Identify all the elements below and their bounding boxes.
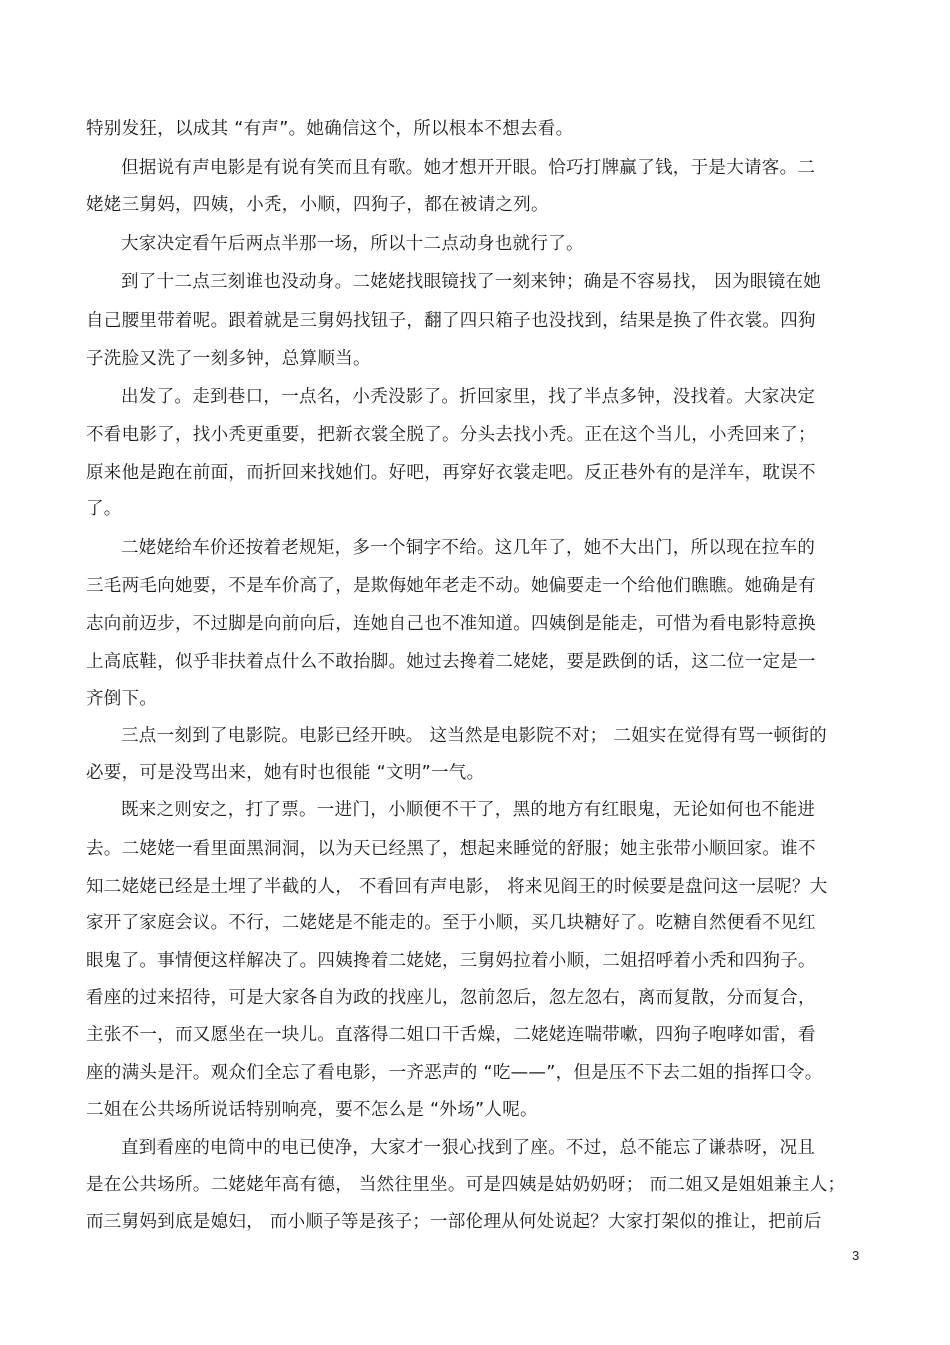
text-line: 原来他是跑在前面，而折回来找她们。好吧，再穿好衣裳走吧。反正巷外有的是洋车，耽误不: [86, 463, 816, 483]
text-line: 自己腰里带着呢。跟着就是三舅妈找钮子，翻了四只箱子也没找到，结果是换了件衣裳。四狗: [86, 311, 816, 331]
text-line: 三毛两毛向她要，不是车价高了，是欺侮她年老走不动。她偏要走一个给他们瞧瞧。她确是有: [86, 576, 816, 596]
text-line: 齐倒下。: [86, 689, 158, 709]
text-line: 大家决定看午后两点半那一场，所以十二点动身也就行了。: [121, 234, 584, 254]
text-line: 去。二姥姥一看里面黑洞洞，以为天已经黑了，想起来睡觉的舒服；她主张带小顺回家。谁不: [86, 839, 816, 859]
text-line: 特别发狂，以成其 “有声”。她确信这个，所以根本不想去看。: [86, 119, 574, 139]
text-line: 出发了。走到巷口，一点名，小秃没影了。折回家里，找了半点多钟，没找着。大家决定: [121, 387, 816, 407]
text-line: 座的满头是汗。观众们全忘了看电影，一齐恶声的 “吃——”，但是压不下去二姐的指挥口令。: [86, 1063, 823, 1083]
text-line: 二姐在公共场所说话特别响亮，要不怎么是 “外场”人呢。: [86, 1100, 538, 1120]
text-line: 知二姥姥已经是土埋了半截的人， 不看回有声电影， 将来见阎王的时候要是盘问这一层呢？大: [86, 877, 828, 897]
text-line: 而三舅妈到底是媳妇， 而小顺子等是孩子；一部伦理从何处说起？大家打架似的推让，把前后: [86, 1212, 822, 1232]
text-line: 既来之则安之，打了票。一进门，小顺便不干了，黑的地方有红眼鬼，无论如何也不能进: [121, 800, 816, 820]
page-number: 3: [852, 1248, 860, 1263]
text-line: 但据说有声电影是有说有笑而且有歌。她才想开开眼。恰巧打牌赢了钱，于是大请客。二: [121, 158, 816, 178]
text-line: 姥姥三舅妈，四姨，小秃，小顺，四狗子，都在被请之列。: [86, 195, 549, 215]
text-line: 看座的过来招待，可是大家各自为政的找座儿，忽前忽后，忽左忽右，离而复散，分而复合，: [86, 988, 816, 1008]
text-line: 志向前迈步，不过脚是向前向后，连她自己也不准知道。四姨倒是能走，可惜为看电影特意换: [86, 614, 816, 634]
text-line: 主张不一，而又愿坐在一块儿。直落得二姐口干舌燥，二姥姥连喘带嗽，四狗子咆哮如雷，看: [86, 1025, 816, 1045]
text-line: 了。: [86, 499, 122, 519]
text-line: 必要，可是没骂出来，她有时也很能 “文明”一气。: [86, 763, 485, 783]
text-line: 三点一刻到了电影院。电影已经开映。 这当然是电影院不对； 二姐实在觉得有骂一顿街的: [121, 726, 827, 746]
text-line: 上高底鞋，似乎非扶着点什么不敢抬脚。她过去搀着二姥姥，要是跌倒的话，这二位一定是一: [86, 652, 816, 672]
text-line: 子洗脸又洗了一刻多钟，总算顺当。: [86, 349, 371, 369]
text-line: 二姥姥给车价还按着老规矩，多一个铜字不给。这几年了，她不大出门，所以现在拉车的: [121, 538, 816, 558]
text-line: 直到看座的电筒中的电已使净，大家才一狠心找到了座。不过，总不能忘了谦恭呀，况且: [121, 1138, 816, 1158]
text-line: 不看电影了，找小秃更重要，把新衣裳全脱了。分头去找小秃。正在这个当儿，小秃回来了；: [86, 425, 816, 445]
text-line: 到了十二点三刻谁也没动身。二姥姥找眼镜找了一刻来钟；确是不容易找， 因为眼镜在她: [121, 272, 822, 292]
text-line: 是在公共场所。二姥姥年高有德， 当然往里坐。可是四姨是姑奶奶呀； 而二姐又是姐姐兼主人；: [86, 1175, 846, 1195]
text-line: 眼鬼了。事情便这样解决了。四姨搀着二姥姥，三舅妈拉着小顺，二姐招呼着小秃和四狗子。: [86, 951, 816, 971]
text-line: 家开了家庭会议。不行，二姥姥是不能走的。至于小顺，买几块糖好了。吃糖自然便看不见红: [86, 913, 816, 933]
